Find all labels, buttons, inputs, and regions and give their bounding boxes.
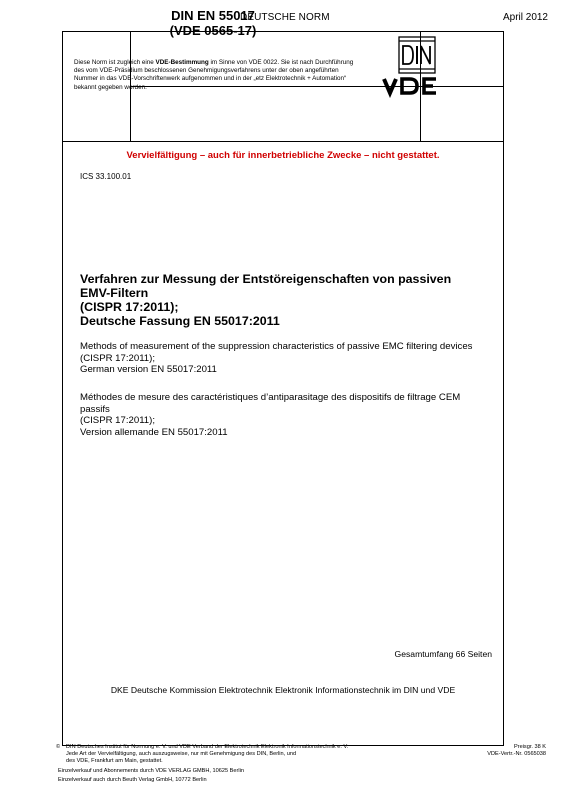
document-number-line2: (VDE 0565-17) xyxy=(169,23,257,38)
document-number-line1: DIN EN 55017 xyxy=(171,8,255,23)
vde-order-number: VDE-Vertr.-Nr. 0565038 xyxy=(487,751,546,757)
series-label: DEUTSCHE NORM xyxy=(240,12,330,23)
reproduction-warning: Vervielfältigung – auch für innerbetriebliche Zwecke – nicht gestattet. xyxy=(126,150,440,161)
vde-notice xyxy=(74,59,354,92)
sales-line-1: Einzelverkauf und Abonnements durch VDE VERLAG GMBH, 10625 Berlin xyxy=(58,768,244,774)
publication-date: April 2012 xyxy=(502,12,548,23)
sales-info xyxy=(58,768,244,786)
copyright-text: DIN Deutsches Institut für Normung e. V. und VDE Verband der Elektrotechnik Elektronik Informationstechnik e. V. Jede Art der Vervielfältigung, auch auszugsweise, nur mit Genehmigung des DIN, Berlin, und des VDE, Frankfurt am Main, gestattet. xyxy=(66,744,349,764)
title-german: Verfahren zur Messung der Entstöreigenschaften von passiven EMV-Filtern (CISPR 17:2011); Deutsche Fassung EN 55017:2011 xyxy=(80,272,452,328)
committee-line: DKE Deutsche Kommission Elektrotechnik Elektronik Informationstechnik im DIN und VDE xyxy=(110,685,456,695)
title-french: Méthodes de mesure des caractéristiques d’antiparasitage des dispositifs de filtrage CEM passifs (CISPR 17:2011); Version allemande EN 55017:2011 xyxy=(80,392,461,438)
page-count: Gesamtumfang 66 Seiten xyxy=(394,649,492,659)
sales-line-2: Einzelverkauf auch durch Beuth Verlag GmbH, 10772 Berlin xyxy=(58,777,207,783)
notice-rest: im Sinne von VDE 0022. Sie ist nach Durchführung des vom VDE-Präsidium beschlossenen Genehmigungsverfahrens unter der oben angeführten Nummer in das VDE-Vorschriftenwerk aufgenommen und in der „etz Elektrotechnik + Automation“ bekannt gegeben worden. xyxy=(74,59,354,91)
price-group: Preisgr. 38 K xyxy=(513,744,546,750)
notice-prefix: Diese Norm ist zugleich eine xyxy=(74,59,156,66)
vde-logo xyxy=(380,74,452,98)
document-number xyxy=(68,8,358,38)
title-english: Methods of measurement of the suppression characteristics of passive EMC filtering devices (CISPR 17:2011); German version EN 55017:2011 xyxy=(80,341,473,376)
ics-code: ICS 33.100.01 xyxy=(80,172,132,181)
price-info xyxy=(487,744,546,758)
copyright-symbol: © xyxy=(56,744,61,750)
din-logo xyxy=(398,36,436,74)
notice-bold: VDE-Bestimmung xyxy=(155,59,209,66)
